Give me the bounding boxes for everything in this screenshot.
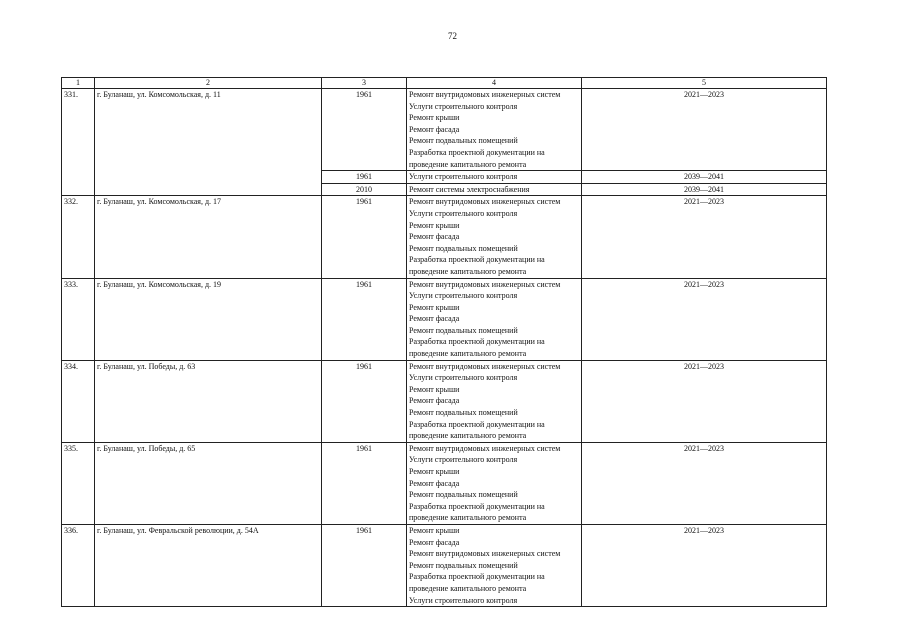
entry-works bbox=[407, 442, 582, 524]
work-item: Ремонт крыши bbox=[409, 220, 460, 230]
entry-period: 2039—2041 bbox=[582, 183, 827, 196]
entry-works bbox=[407, 278, 582, 360]
work-item: Ремонт крыши bbox=[409, 302, 460, 312]
work-item: Ремонт внутридомовых инженерных систем bbox=[409, 197, 561, 207]
header-cell-period: 5 bbox=[582, 78, 827, 89]
entry-period: 2021—2023 bbox=[582, 278, 827, 360]
entry-year: 1961 bbox=[322, 196, 407, 278]
work-item: Ремонт подвальных помещений bbox=[409, 408, 518, 418]
work-item: проведение капитального ремонта bbox=[409, 349, 527, 359]
work-item: Ремонт фасада bbox=[409, 478, 460, 488]
work-item: Разработка проектной документации на bbox=[409, 572, 545, 582]
table-row bbox=[62, 89, 827, 171]
header-cell-works: 4 bbox=[407, 78, 582, 89]
entry-period: 2039—2041 bbox=[582, 171, 827, 184]
entry-address: г. Буланаш, ул. Февральской революции, д. 54А bbox=[95, 524, 322, 606]
entry-address: г. Буланаш, ул. Победы, д. 65 bbox=[95, 442, 322, 524]
table-row bbox=[62, 278, 827, 360]
entry-address: г. Буланаш, ул. Победы, д. 63 bbox=[95, 360, 322, 442]
entry-address: г. Буланаш, ул. Комсомольская, д. 19 bbox=[95, 278, 322, 360]
work-item: Ремонт крыши bbox=[409, 384, 460, 394]
entry-address: г. Буланаш, ул. Комсомольская, д. 17 bbox=[95, 196, 322, 278]
entry-period: 2021—2023 bbox=[582, 360, 827, 442]
entry-works bbox=[407, 183, 582, 196]
header-cell-address: 2 bbox=[95, 78, 322, 89]
work-item: Ремонт крыши bbox=[409, 525, 460, 535]
work-item: Разработка проектной документации на bbox=[409, 419, 545, 429]
entry-year: 1961 bbox=[322, 171, 407, 184]
page-number: 72 bbox=[448, 31, 457, 41]
entry-period: 2021—2023 bbox=[582, 442, 827, 524]
entry-period: 2021—2023 bbox=[582, 524, 827, 606]
entry-works bbox=[407, 89, 582, 171]
work-item: Разработка проектной документации на bbox=[409, 337, 545, 347]
entry-year: 2010 bbox=[322, 183, 407, 196]
work-item: проведение капитального ремонта bbox=[409, 266, 527, 276]
work-item: Ремонт крыши bbox=[409, 467, 460, 476]
entry-period: 2021—2023 bbox=[582, 196, 827, 278]
work-item: Услуги строительного контроля bbox=[409, 101, 518, 111]
work-item: Ремонт фасада bbox=[409, 537, 460, 547]
entry-year: 1961 bbox=[322, 360, 407, 442]
work-item: Ремонт фасада bbox=[409, 124, 460, 134]
work-item: Услуги строительного контроля bbox=[409, 172, 518, 182]
work-item: Ремонт подвальных помещений bbox=[409, 325, 518, 335]
work-item: Разработка проектной документации на bbox=[409, 255, 545, 265]
entry-number: 333. bbox=[62, 278, 95, 360]
entry-works bbox=[407, 171, 582, 184]
work-item: Разработка проектной документации на bbox=[409, 501, 545, 511]
entry-year: 1961 bbox=[322, 89, 407, 171]
work-item: Услуги строительного контроля bbox=[409, 595, 518, 605]
entry-address: г. Буланаш, ул. Комсомольская, д. 11 bbox=[95, 89, 322, 196]
entry-works bbox=[407, 360, 582, 442]
work-item: Ремонт подвальных помещений bbox=[409, 136, 518, 146]
table-row bbox=[62, 196, 827, 278]
table-row bbox=[62, 442, 827, 524]
table-body bbox=[62, 78, 827, 607]
work-item: проведение капитального ремонта bbox=[409, 513, 527, 523]
entry-year: 1961 bbox=[322, 524, 407, 606]
work-item: Ремонт фасада bbox=[409, 396, 460, 406]
entry-number: 336. bbox=[62, 524, 95, 606]
entry-year: 1961 bbox=[322, 278, 407, 360]
table-row bbox=[62, 524, 827, 606]
entry-works bbox=[407, 524, 582, 606]
header-cell-year: 3 bbox=[322, 78, 407, 89]
work-item: проведение капитального ремонта bbox=[409, 159, 527, 169]
entry-year: 1961 bbox=[322, 442, 407, 524]
entry-number: 331. bbox=[62, 89, 95, 196]
table-header-row bbox=[62, 78, 827, 89]
work-item: Ремонт внутридомовых инженерных систем bbox=[409, 279, 561, 289]
repair-schedule-table bbox=[61, 77, 827, 607]
work-item: Ремонт внутридомовых инженерных систем bbox=[409, 443, 561, 453]
work-item: Ремонт внутридомовых инженерных систем bbox=[409, 90, 561, 99]
entry-number: 334. bbox=[62, 360, 95, 442]
table-row bbox=[62, 360, 827, 442]
work-item: Ремонт подвальных помещений bbox=[409, 490, 518, 500]
entry-number: 335. bbox=[62, 442, 95, 524]
work-item: Ремонт внутридомовых инженерных систем bbox=[409, 549, 561, 559]
work-item: Разработка проектной документации на bbox=[409, 147, 545, 157]
work-item: Ремонт крыши bbox=[409, 113, 460, 123]
entry-period: 2021—2023 bbox=[582, 89, 827, 171]
work-item: Услуги строительного контроля bbox=[409, 291, 518, 301]
work-item: Ремонт подвальных помещений bbox=[409, 243, 518, 253]
work-item: Ремонт фасада bbox=[409, 232, 460, 242]
work-item: Ремонт фасада bbox=[409, 314, 460, 324]
work-item: Ремонт внутридомовых инженерных систем bbox=[409, 361, 561, 371]
work-item: проведение капитального ремонта bbox=[409, 431, 527, 441]
entry-works bbox=[407, 196, 582, 278]
work-item: Ремонт подвальных помещений bbox=[409, 560, 518, 570]
header-cell-number: 1 bbox=[62, 78, 95, 89]
work-item: Услуги строительного контроля bbox=[409, 373, 518, 383]
entry-number: 332. bbox=[62, 196, 95, 278]
work-item: Услуги строительного контроля bbox=[409, 455, 518, 465]
work-item: Ремонт системы электроснабжения bbox=[409, 184, 530, 194]
work-item: проведение капитального ремонта bbox=[409, 583, 527, 593]
work-item: Услуги строительного контроля bbox=[409, 208, 518, 218]
